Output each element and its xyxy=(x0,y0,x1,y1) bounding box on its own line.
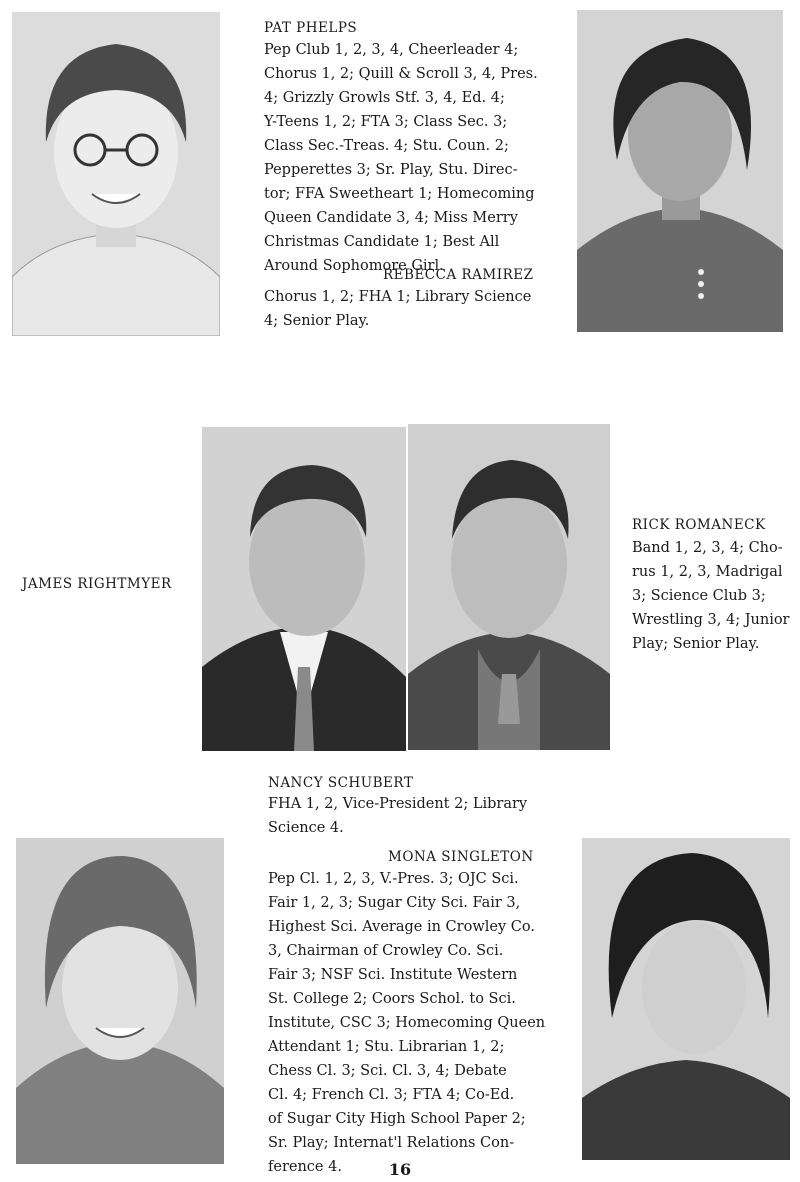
portrait-nancy-schubert xyxy=(16,838,224,1164)
bio-line: rus 1, 2, 3, Madrigal xyxy=(632,564,783,580)
bio-line: Sr. Play; Internat'l Relations Con- xyxy=(268,1135,515,1151)
bio-line: Pep Club 1, 2, 3, 4, Cheerleader 4; xyxy=(264,42,519,58)
bio-line: Cl. 4; French Cl. 3; FTA 4; Co-Ed. xyxy=(268,1087,515,1103)
bio-line: Science 4. xyxy=(268,820,344,836)
bio-nancy-schubert xyxy=(268,792,527,840)
bio-line: Wrestling 3, 4; Junior xyxy=(632,612,790,628)
student-name-rick-romaneck: RICK ROMANECK xyxy=(632,517,766,533)
bio-line: Attendant 1; Stu. Librarian 1, 2; xyxy=(268,1039,505,1055)
bio-rick-romaneck xyxy=(632,536,790,656)
bio-line: of Sugar City High School Paper 2; xyxy=(268,1111,526,1127)
student-name-pat-phelps: PAT PHELPS xyxy=(264,20,358,36)
portrait-james-rightmyer xyxy=(202,427,406,751)
portrait-mona-singleton xyxy=(582,838,790,1160)
bio-pat-phelps xyxy=(264,38,538,278)
student-name-rebecca-ramirez: REBECCA RAMIREZ xyxy=(383,267,534,283)
bio-mona-singleton xyxy=(268,867,545,1179)
bio-line: Pepperettes 3; Sr. Play, Stu. Direc- xyxy=(264,162,518,178)
bio-line: Y-Teens 1, 2; FTA 3; Class Sec. 3; xyxy=(264,114,508,130)
bio-line: Christmas Candidate 1; Best All xyxy=(264,234,500,250)
bio-line: ference 4. xyxy=(268,1159,342,1175)
student-name-nancy-schubert: NANCY SCHUBERT xyxy=(268,775,414,791)
bio-line: FHA 1, 2, Vice-President 2; Library xyxy=(268,796,528,812)
portrait-pat-phelps xyxy=(12,12,220,336)
bio-rebecca-ramirez xyxy=(264,285,531,333)
bio-line: Band 1, 2, 3, 4; Cho- xyxy=(632,540,783,556)
bio-line: Chorus 1, 2; Quill & Scroll 3, 4, Pres. xyxy=(264,66,538,82)
bio-line: Institute, CSC 3; Homecoming Queen xyxy=(268,1015,546,1031)
bio-line: Pep Cl. 1, 2, 3, V.-Pres. 3; OJC Sci. xyxy=(268,871,519,887)
bio-line: 4; Grizzly Growls Stf. 3, 4, Ed. 4; xyxy=(264,90,505,106)
bio-line: Play; Senior Play. xyxy=(632,636,760,652)
bio-line: Fair 3; NSF Sci. Institute Western xyxy=(268,967,518,983)
bio-line: Chess Cl. 3; Sci. Cl. 3, 4; Debate xyxy=(268,1063,507,1079)
student-name-james-rightmyer: JAMES RIGHTMYER xyxy=(22,576,172,592)
bio-line: Fair 1, 2, 3; Sugar City Sci. Fair 3, xyxy=(268,895,521,911)
student-name-mona-singleton: MONA SINGLETON xyxy=(388,849,534,865)
portrait-rick-romaneck xyxy=(408,424,610,750)
bio-line: Chorus 1, 2; FHA 1; Library Science xyxy=(264,289,532,305)
bio-line: Highest Sci. Average in Crowley Co. xyxy=(268,919,535,935)
bio-line: Queen Candidate 3, 4; Miss Merry xyxy=(264,210,518,226)
bio-line: tor; FFA Sweetheart 1; Homecoming xyxy=(264,186,535,202)
bio-line: Around Sophomore Girl. xyxy=(264,258,444,274)
bio-line: Class Sec.-Treas. 4; Stu. Coun. 2; xyxy=(264,138,509,154)
bio-line: 3, Chairman of Crowley Co. Sci. xyxy=(268,943,504,959)
bio-line: 3; Science Club 3; xyxy=(632,588,766,604)
portrait-rebecca-ramirez xyxy=(577,10,783,332)
page-number: 16 xyxy=(388,1160,412,1179)
bio-line: St. College 2; Coors Schol. to Sci. xyxy=(268,991,516,1007)
bio-line: 4; Senior Play. xyxy=(264,313,370,329)
